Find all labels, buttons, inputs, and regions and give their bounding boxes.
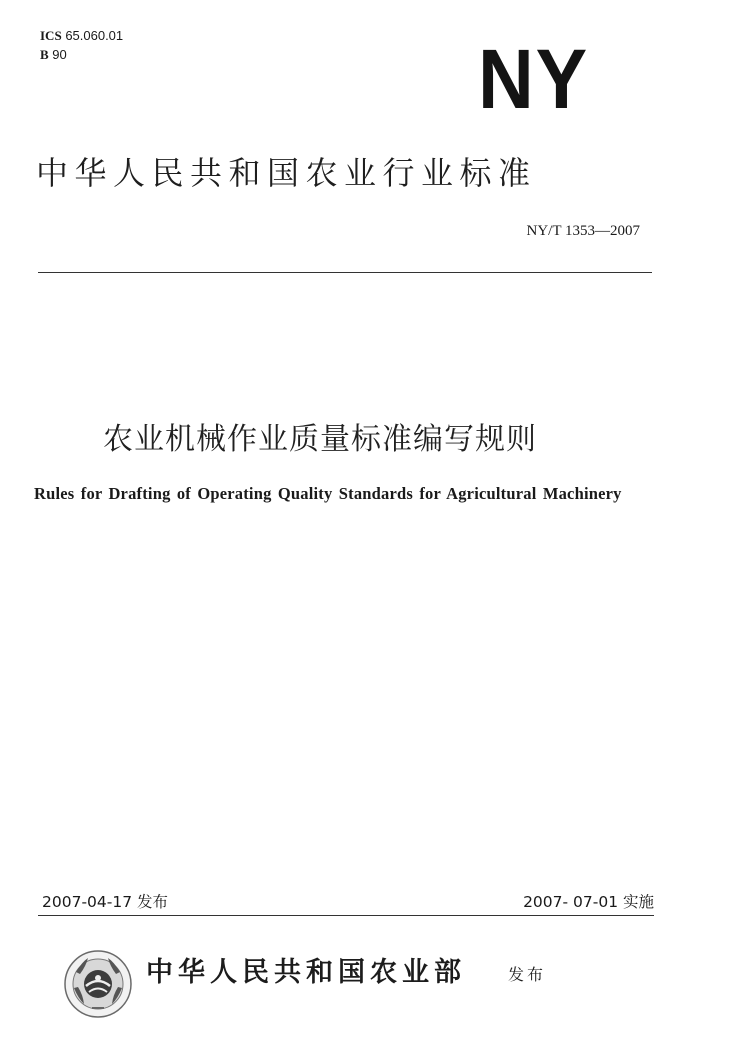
issuing-authority: 中华人民共和国农业部: [146, 957, 466, 988]
classification-codes: [40, 26, 123, 64]
ny-logo: NY: [478, 32, 590, 126]
document-title-en: Rules for Drafting of Operating Quality Standards for Agricultural Machinery: [34, 484, 622, 503]
ccs-line: [40, 45, 123, 64]
bottom-divider: [38, 915, 654, 916]
ccs-code: 90: [52, 47, 67, 62]
standard-number: NY/T 1353—2007: [526, 223, 640, 239]
top-divider: [38, 272, 652, 273]
ministry-emblem-icon: [62, 948, 134, 1020]
ics-line: [40, 26, 123, 45]
document-title-cn: 农业机械作业质量标准编写规则: [103, 422, 537, 457]
implementation-date: 2007- 07-01 实施: [523, 893, 654, 911]
ics-code: 65.060.01: [65, 28, 124, 43]
standard-type-title: 中华人民共和国农业行业标准: [36, 154, 537, 192]
issue-date: 2007-04-17 发布: [42, 893, 169, 911]
ics-label: ICS: [40, 28, 62, 43]
publish-label: 发布: [508, 965, 547, 984]
ccs-label: B: [40, 47, 49, 62]
